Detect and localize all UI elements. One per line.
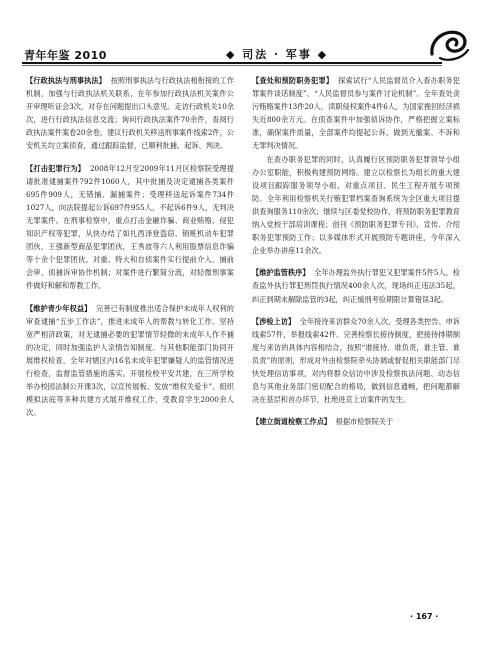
article-section xyxy=(26,162,234,293)
section-text: 完善已有制度推出适合保护未成年人权利的审查逮捕“五步工作法”，推进未成年人的帮教与转化工作。坚持宽严相济政策，对无逮捕必要的犯罪情节轻微的未成年人作不捕的决定，同时加强监护人亲情告知制度。与其他职能部门协同开展维权检查，全年对辖区内16名未成年犯罪嫌疑人的监管情况进行检查，监督监管措施的落实。开展检校平安共建，在三所学校举办校园法制公开课3次，以宣传展板、发放“维权关爱卡”、组织模拟法庭等多种共建方式展开维权工作，受教育学生2000余人次。 xyxy=(26,303,234,418)
section-heading: 【维护监管秩序】 xyxy=(252,268,310,278)
article-paragraph xyxy=(252,415,460,428)
section-heading: 【维护青少年权益】 xyxy=(26,303,92,313)
section-text: 在查办职务犯罪的同时，认真履行区预防职务犯罪领导小组办公室职能，积极构建预防网络。建立以检察长为组长的重大建设项目跟踪服务领导小组，对重点项目、民生工程开展专项预防。全年利用检察机关行贿犯罪档案查询系统为全区重大项目提供查询服务110余次；继续与区委党校协作，将预防职务犯罪教育纳入党校干部培训课程；创刊《预防职务犯罪专刊》，宣传、介绍职务犯罪预防工作；以多媒体形式开展预防专题讲座，今年深入企业举办讲座11余次。 xyxy=(252,154,460,256)
article-section xyxy=(26,302,234,420)
article-paragraph xyxy=(26,302,234,420)
article-paragraph xyxy=(252,153,460,258)
article-paragraph xyxy=(26,74,234,153)
article-section xyxy=(252,315,460,407)
article-section xyxy=(26,74,234,153)
section-text: 根据市检察院关于 xyxy=(335,417,394,427)
right-column xyxy=(252,74,460,437)
left-column xyxy=(26,74,234,428)
article-section xyxy=(252,153,460,258)
swirl-logo-icon xyxy=(426,24,472,64)
article-section xyxy=(252,266,460,305)
article-section xyxy=(252,74,460,153)
page-header xyxy=(14,34,466,62)
section-heading: 【涉检上访】 xyxy=(252,316,296,326)
section-heading: 【行政执法与刑事执法】 xyxy=(26,76,106,85)
section-heading: 【打击犯罪行为】 xyxy=(26,163,86,173)
section-text: 按照刑事执法与行政执法相衔接的工作机制，加强与行政执法机关联系，在年参加行政执法机关案件公开审理听证会3次，对存在问题提出口头意见。走访行政机关10余次，进行行政执法信息交流；询问行政执法案件70余件，查阅行政执法案件案卷20余卷。建议行政机关移送刑事案件线索2件，公安机关均立案侦查，通过跟踪监督，已顺利批捕、起诉、判决。 xyxy=(26,76,234,151)
section-text: 探索试行“人民监督员介入查办职务犯罪案件谈话制度”、“人民监督员参与案件讨论机制”。全年查处贪污贿赂案件13件20人，渎职侵权案件4件6人，为国家挽回经济损失近800余万元。在侦查案件中加强侦诉协作，严格把握立案标准，确保案件质量，全部案件均提起公诉，做到无撤案、不诉和无罪判决情况。 xyxy=(252,76,460,151)
section-heading: 【查处和预防职务犯罪】 xyxy=(252,76,334,85)
section-text: 全年办理监外执行罪犯又犯罪案件5件5人，检查监外执行罪犯刑罚执行情况400余人次，现场纠正违法35起，纠正到期未解除监管的3起，纠正缓刑考验期限计算错误3起。 xyxy=(252,268,460,304)
article-paragraph xyxy=(252,266,460,305)
article-paragraph xyxy=(252,315,460,407)
yearbook-title: 青年年鉴 2010 xyxy=(24,49,107,62)
section-text: 全年接待来访群众70余人次，受理各类控告、申诉线索57件，举报线索42件。完善检察长接待制度，把接待排期制度与来访的具体内容相结合，按照“谁接待、谁负责，谁主管、谁负责”的原则，形成对外由检察院牵头协调或督促相关职能部门尽快处理信访事项，对内将群众信访中涉及检察执法问题、动态信息与其他业务部门密切配合的格局，做到信息通畅，把问题都解决在基层和首办环节，杜绝进京上访案件的发生。 xyxy=(252,316,460,405)
article-section xyxy=(252,415,460,428)
section-text: 2008年12月至2009年11月区检察院受理提请批准逮捕案件792件1060人，其中批捕及决定逮捕各类案件695件909人，无错捕、漏捕案件；受理移送起诉案件734件1027人，向法院提起公诉697件955人，不起诉6件9人，无判决无罪案件。在刑事检察中，重点打击金融诈骗、商业贿赂、侵犯知识产权等犯罪，从快办结了如扎西泽登盗窃、销赃机动车犯罪团伙，王强新型商品犯罪团伙，王秀波等六人利用股票信息诈骗等十余个犯罪团伙。对重、特大和自侦案件实行提前介入、捕前会审、侦捕诉审协作机制；对案件进行繁简分流，对轻微刑事案件做好和解和帮教工作。 xyxy=(26,163,234,291)
header-rule-thin xyxy=(22,65,442,66)
article-paragraph xyxy=(26,162,234,293)
header-rule xyxy=(22,62,442,64)
section-heading: 【建立街道检察工作点】 xyxy=(252,417,332,427)
section-title: ◆ 司法 · 军事 ◆ xyxy=(226,48,329,61)
page-number: · 167 · xyxy=(410,612,439,621)
article-paragraph xyxy=(252,74,460,153)
